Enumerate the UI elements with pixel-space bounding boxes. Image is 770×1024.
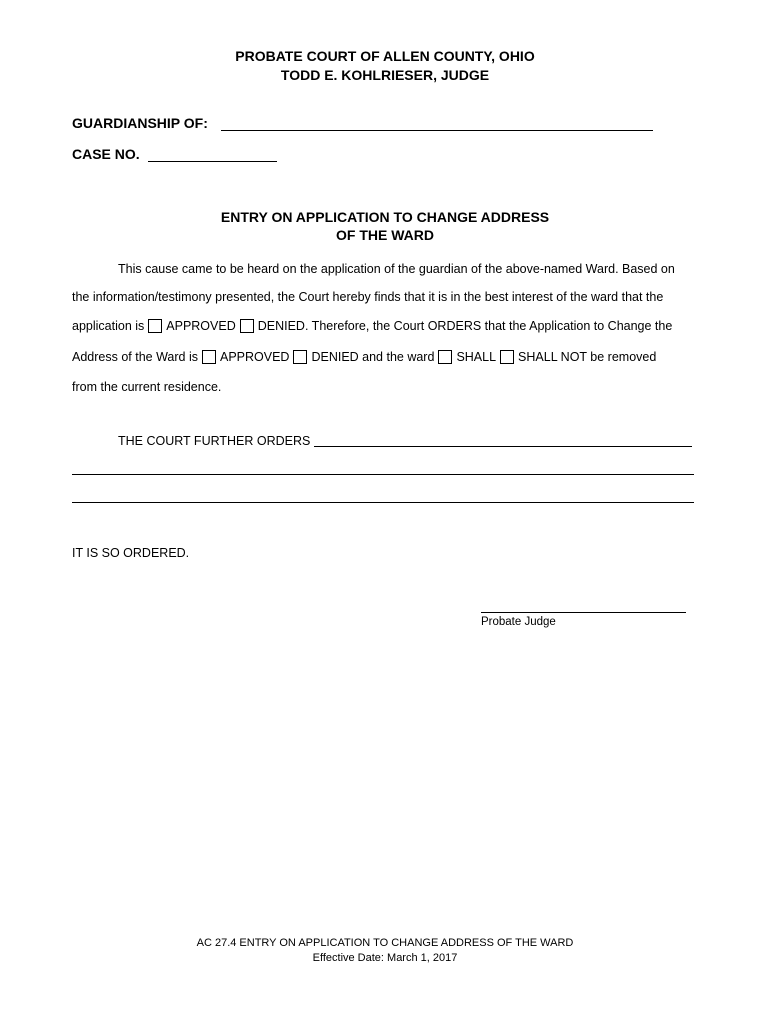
ward-shall-not-label: SHALL NOT be removed <box>518 350 657 364</box>
court-name: PROBATE COURT OF ALLEN COUNTY, OHIO <box>235 48 535 64</box>
case-no-input-line[interactable] <box>148 161 277 162</box>
effective-date: Effective Date: March 1, 2017 <box>312 952 458 964</box>
ward-shall-not-checkbox[interactable] <box>500 350 514 364</box>
address-is-text: Address of the Ward is <box>72 350 198 364</box>
body-line-3 <box>72 319 672 333</box>
application-approved-label: APPROVED <box>166 319 236 333</box>
probate-judge-label: Probate Judge <box>481 616 556 628</box>
address-denied-checkbox[interactable] <box>293 350 307 364</box>
so-ordered-text: IT IS SO ORDERED. <box>72 546 190 560</box>
ward-shall-label: SHALL <box>456 350 497 364</box>
entry-title-line2: OF THE WARD <box>336 227 434 243</box>
further-orders-line-3[interactable] <box>72 502 694 503</box>
judge-name: TODD E. KOHLRIESER, JUDGE <box>280 67 490 83</box>
guardianship-input-line[interactable] <box>221 130 653 131</box>
application-approved-checkbox[interactable] <box>148 319 162 333</box>
body-line-4 <box>72 350 656 364</box>
ward-shall-checkbox[interactable] <box>438 350 452 364</box>
address-denied-label: DENIED and the ward <box>311 350 435 364</box>
address-approved-label: APPROVED <box>219 350 290 364</box>
judge-signature-line[interactable] <box>481 612 686 613</box>
form-number: AC 27.4 ENTRY ON APPLICATION TO CHANGE ADDRESS OF THE WARD <box>196 937 574 949</box>
body-line-5: from the current residence. <box>72 380 222 394</box>
address-approved-checkbox[interactable] <box>202 350 216 364</box>
further-orders-line-2[interactable] <box>72 474 694 475</box>
application-denied-checkbox[interactable] <box>240 319 254 333</box>
guardianship-label: GUARDIANSHIP OF: <box>72 115 208 131</box>
further-orders-line-1[interactable] <box>314 446 692 447</box>
application-denied-label: DENIED. Therefore, the Court ORDERS that the Application to Change the <box>257 319 673 333</box>
body-line-2: the information/testimony presented, the Court hereby finds that it is in the best interest of the ward that the <box>72 290 664 304</box>
case-no-label: CASE NO. <box>72 146 140 162</box>
further-orders-label: THE COURT FURTHER ORDERS <box>118 434 311 448</box>
body-line-1: This cause came to be heard on the application of the guardian of the above-named Ward. Based on <box>118 262 675 276</box>
entry-title-line1: ENTRY ON APPLICATION TO CHANGE ADDRESS <box>220 209 550 225</box>
application-is-text: application is <box>72 319 145 333</box>
